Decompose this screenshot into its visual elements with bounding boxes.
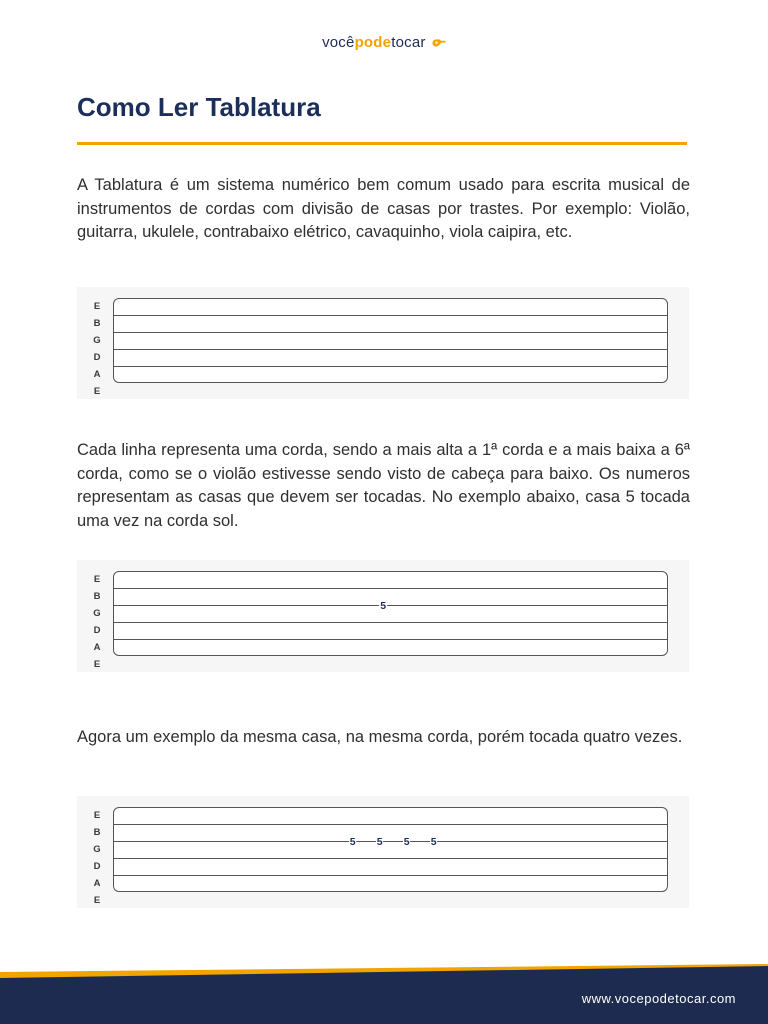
tab-string-line [114, 588, 667, 589]
string-label: A [93, 878, 101, 889]
string-labels [90, 571, 104, 673]
tab-string-line [114, 315, 667, 316]
string-label: E [93, 574, 101, 585]
tab-fret-number: 5 [430, 835, 437, 848]
string-label: A [93, 642, 101, 653]
logo-text-pode: pode [354, 34, 392, 51]
tab-string-line [114, 858, 667, 859]
tab-string-line [114, 824, 667, 825]
tablature-example-four-notes [77, 796, 689, 908]
title-underline [77, 142, 687, 145]
tab-string-line [114, 332, 667, 333]
guitar-icon [432, 36, 446, 48]
tab-string-line [114, 639, 667, 640]
string-label: D [93, 625, 101, 636]
tab-staff [113, 807, 668, 892]
tab-string-line [114, 841, 667, 842]
brand-logo [0, 34, 768, 51]
repeat-example-paragraph: Agora um exemplo da mesma casa, na mesma corda, porém tocada quatro vezes. [77, 728, 683, 746]
string-label: B [93, 591, 101, 602]
string-label: D [93, 861, 101, 872]
logo-text-voce: você [322, 34, 355, 51]
string-label: E [93, 810, 101, 821]
tab-staff [113, 571, 668, 656]
string-label: B [93, 827, 101, 838]
tab-fret-number: 5 [376, 835, 383, 848]
tab-string-line [114, 349, 667, 350]
string-labels [90, 298, 104, 400]
tablature-example-empty [77, 287, 689, 399]
tab-string-line [114, 605, 667, 606]
string-label: E [93, 301, 101, 312]
string-label: G [93, 335, 101, 346]
string-label: A [93, 369, 101, 380]
string-label: B [93, 318, 101, 329]
intro-paragraph: A Tablatura é um sistema numérico bem comum usado para escrita musical de instrumentos de cordas com divisão de casas por trastes. Por exemplo: Violão, guitarra, ukulele, contrabaixo elétrico, cavaquinho, viola caipira, etc. [77, 176, 690, 241]
page-title: Como Ler Tablatura [77, 92, 321, 122]
tab-fret-number: 5 [349, 835, 356, 848]
logo-text-tocar: tocar [391, 34, 426, 51]
string-labels [90, 807, 104, 909]
tab-staff [113, 298, 668, 383]
tab-string-line [114, 622, 667, 623]
tab-string-line [114, 366, 667, 367]
tab-string-line [114, 875, 667, 876]
string-label: G [93, 608, 101, 619]
footer-website-link[interactable]: www.vocepodetocar.com [581, 991, 736, 1006]
string-label: D [93, 352, 101, 363]
tablature-example-single-note [77, 560, 689, 672]
explanation-paragraph: Cada linha representa uma corda, sendo a mais alta a 1ª corda e a mais baixa a 6ª corda, como se o violão estivesse sendo visto de cabeça para baixo. Os numeros representam as casas que devem ser tocadas. No exemplo abaixo, casa 5 tocada uma vez na corda sol. [77, 441, 690, 530]
tab-fret-number: 5 [403, 835, 410, 848]
tab-fret-number: 5 [380, 599, 387, 612]
string-label: E [93, 895, 101, 906]
string-label: G [93, 844, 101, 855]
string-label: E [93, 386, 101, 397]
string-label: E [93, 659, 101, 670]
